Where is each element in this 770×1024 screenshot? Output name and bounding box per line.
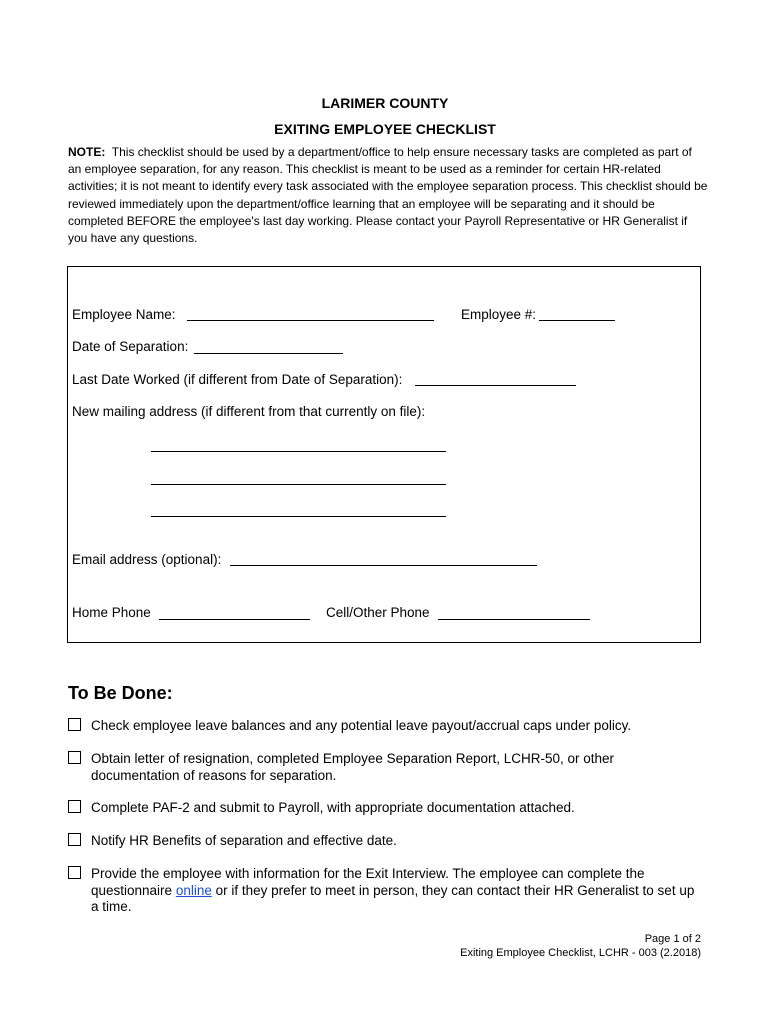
employee-number-label: Employee #: (461, 307, 537, 322)
last-date-worked-label: Last Date Worked (if different from Date of Separation): (72, 372, 403, 387)
note-paragraph (68, 144, 708, 247)
employee-number-field[interactable] (539, 320, 615, 321)
mailing-address-label: New mailing address (if different from that currently on file): (72, 404, 426, 419)
home-phone-field[interactable] (159, 619, 310, 620)
todo-checkbox-paf2[interactable] (68, 800, 81, 813)
todo-item-leave-balances: Check employee leave balances and any potential leave payout/accrual caps under policy. (91, 718, 632, 733)
email-label: Email address (optional): (72, 552, 222, 567)
date-of-separation-field[interactable] (194, 353, 343, 354)
page-number: Page 1 of 2 (644, 933, 701, 945)
email-field[interactable] (230, 565, 537, 566)
county-title: LARIMER COUNTY (321, 95, 449, 111)
document-id: Exiting Employee Checklist, LCHR - 003 (2.2018) (460, 947, 701, 959)
date-of-separation-label: Date of Separation: (72, 339, 189, 354)
cell-phone-field[interactable] (438, 619, 590, 620)
todo-item-resignation-letter: Obtain letter of resignation, completed Employee Separation Report, LCHR-50, or other documentation of reasons for separation. (91, 751, 615, 783)
todo-checkbox-leave-balances[interactable] (68, 718, 81, 731)
exit-interview-text-before: Provide the employee with information for the Exit Interview. The employee can complete the questionnaire (91, 866, 645, 898)
cell-phone-label: Cell/Other Phone (326, 605, 430, 620)
todo-item-notify-benefits: Notify HR Benefits of separation and effective date. (91, 833, 397, 848)
employee-info-box (67, 266, 701, 643)
mailing-address-line-1[interactable] (151, 451, 446, 452)
todo-item-exit-interview (91, 866, 701, 916)
todo-heading: To Be Done: (68, 683, 173, 703)
last-date-worked-field[interactable] (415, 385, 576, 386)
employee-name-field[interactable] (187, 320, 434, 321)
note-text: This checklist should be used by a department/office to help ensure necessary tasks are completed as part of an employee separation, for any reason. This checklist is meant to be used as a reminder for certain HR-related activities; it is not meant to identify every task associated with the employee separation process. This checklist should be reviewed immediately upon the department/office learning that an employee will be separating and it should be completed BEFORE the employee's last day working. Please contact your Payroll Representative or HR Generalist if you have any questions. (68, 145, 708, 246)
mailing-address-line-3[interactable] (151, 516, 446, 517)
todo-checkbox-notify-benefits[interactable] (68, 833, 81, 846)
home-phone-label: Home Phone (72, 605, 151, 620)
todo-checkbox-exit-interview[interactable] (68, 866, 81, 879)
online-questionnaire-link[interactable]: online (175, 882, 212, 898)
page-title: EXITING EMPLOYEE CHECKLIST (274, 121, 496, 137)
exit-interview-text-after: or if they prefer to meet in person, they can contact their HR Generalist to set up a time. (91, 882, 695, 914)
employee-name-label: Employee Name: (72, 307, 176, 322)
mailing-address-line-2[interactable] (151, 484, 446, 485)
todo-item-paf2: Complete PAF-2 and submit to Payroll, with appropriate documentation attached. (91, 800, 575, 815)
todo-checkbox-resignation-letter[interactable] (68, 751, 81, 764)
note-label: NOTE: (68, 145, 106, 159)
